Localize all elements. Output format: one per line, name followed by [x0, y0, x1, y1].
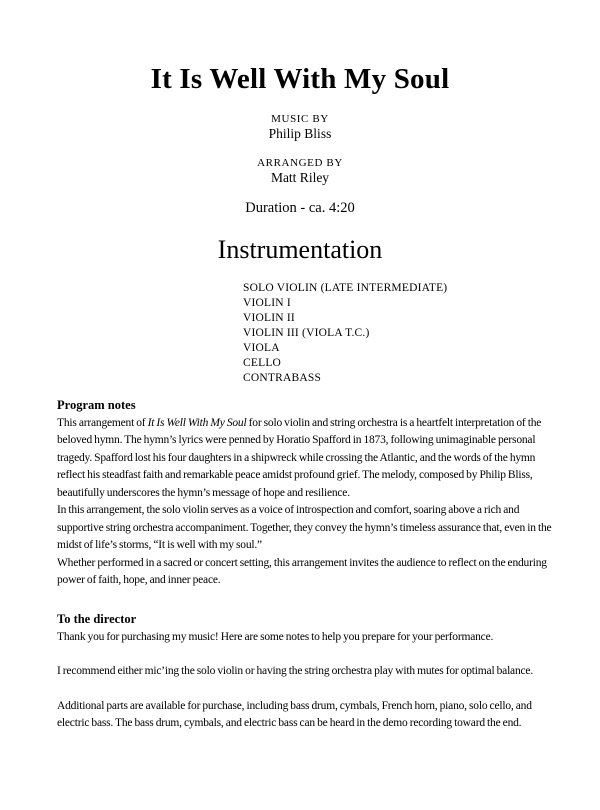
piece-title: It Is Well With My Soul [150, 63, 450, 95]
instrument-item: CELLO [243, 357, 282, 369]
instrument-item: CONTRABASS [243, 372, 322, 384]
instrument-item: VIOLA [243, 342, 280, 354]
director-notes-section [57, 611, 562, 733]
instrument-item: VIOLIN I [243, 297, 291, 309]
director-notes-paragraph-3: Additional parts are available for purchase, including bass drum, cymbals, French horn, piano, solo cello, and electric bass. The bass drum, cymbals, and electric bass can be heard in the demo recording toward the end. [57, 699, 532, 729]
duration-text: Duration - ca. 4:20 [245, 200, 355, 216]
program-notes-paragraph-3: Whether performed in a sacred or concert setting, this arrangement invites the audience to reflect on the enduring power of faith, hope, and inner peace. [57, 556, 547, 586]
program-notes-section [57, 397, 562, 590]
director-notes-paragraph-1: Thank you for purchasing my music! Here are some notes to help you prepare for your performance. [57, 630, 494, 643]
paragraph-text: This arrangement of [57, 416, 148, 429]
music-by-label: MUSIC BY [271, 113, 329, 125]
composer-name: Philip Bliss [268, 126, 332, 141]
instrument-item: VIOLIN II [243, 312, 295, 324]
instrumentation-heading: Instrumentation [217, 235, 383, 264]
paragraph-text: for solo violin and string orchestra is a heartfelt interpretation of the beloved hymn. The hymn’s lyrics were penned by Horatio Spafford in 1873, following unimaginable personal tragedy. Spafford lost his four daughters in a shipwreck while crossing the Atlantic, and the words of the hymn reflect his steadfast faith and remarkable peace amidst profound grief. The melody, composed by Philip Bliss, beautifully underscores the hymn’s message of hope and resilience. [57, 416, 542, 499]
program-notes-paragraph-1 [57, 415, 562, 503]
program-notes-paragraph-2: In this arrangement, the solo violin serves as a voice of introspection and comfort, soaring above a rich and supportive string orchestra accompaniment. Together, they convey the hymn’s timeless assurance that, even in the midst of life’s storms, “It is well with my soul.” [57, 504, 552, 551]
instrument-item: SOLO VIOLIN (LATE INTERMEDIATE) [243, 282, 448, 294]
instrumentation-list [243, 281, 447, 386]
program-notes-heading: Program notes [57, 398, 136, 412]
instrument-item: VIOLIN III (VIOLA T.C.) [243, 327, 370, 339]
arranger-name: Matt Riley [270, 170, 330, 185]
director-notes-heading: To the director [57, 612, 137, 626]
arranged-by-label: ARRANGED BY [257, 157, 343, 169]
director-notes-paragraph-2: I recommend either mic’ing the solo violin or having the string orchestra play with mutes for optimal balance. [57, 665, 534, 677]
piece-title-inline-italic: It Is Well With My Soul [147, 416, 247, 429]
